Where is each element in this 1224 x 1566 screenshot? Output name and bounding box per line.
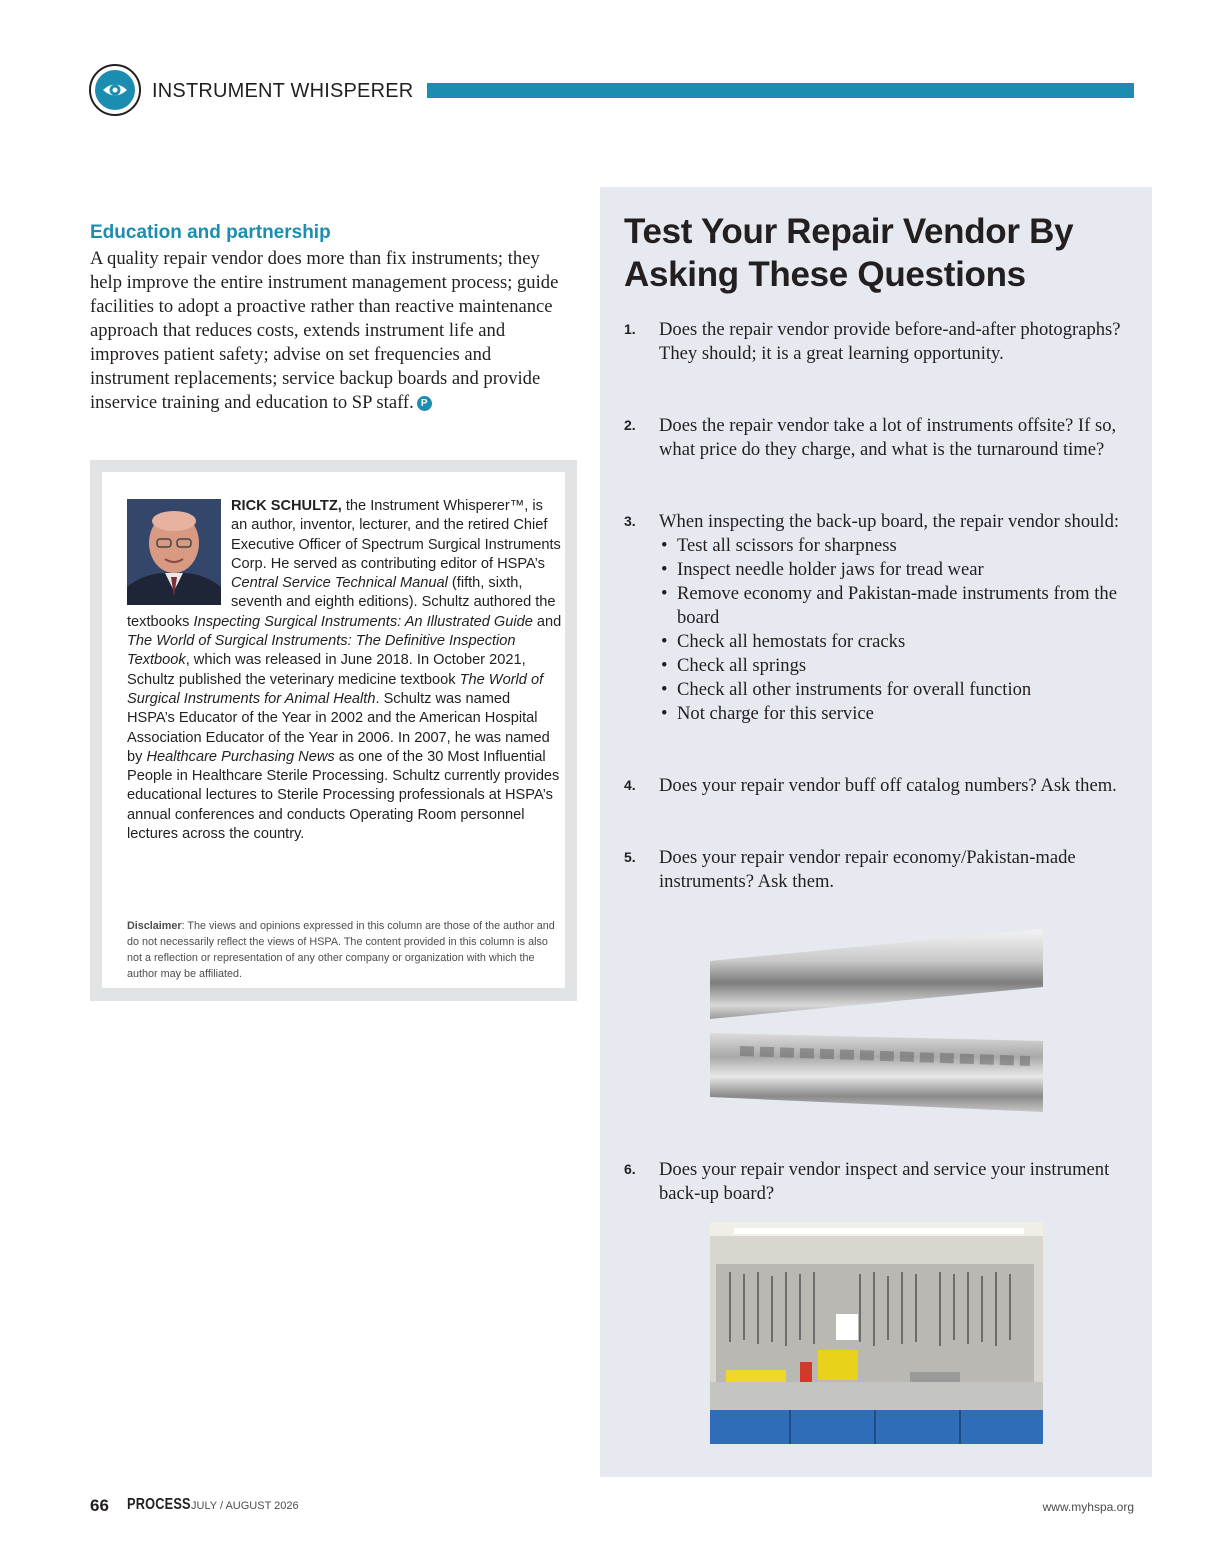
question-number: 4. xyxy=(624,777,636,793)
end-of-article-badge: P xyxy=(417,396,432,411)
magazine-name: PROCESS xyxy=(127,1496,191,1513)
website-url: www.myhspa.org xyxy=(1042,1500,1134,1514)
question-text: When inspecting the back-up board, the repair vendor should: xyxy=(659,511,1120,532)
eye-icon xyxy=(91,66,139,114)
checklist xyxy=(659,534,1139,726)
question-number: 6. xyxy=(624,1161,636,1177)
list-item: • Check all other instruments for overall function xyxy=(677,678,1139,702)
bio-title-4: The World of Surgical Instruments for Animal Health xyxy=(127,671,544,707)
list-item: • Check all hemostats for cracks xyxy=(677,630,1139,654)
question-text: Does your repair vendor buff off catalog numbers? Ask them. xyxy=(659,775,1117,796)
question-number: 2. xyxy=(624,417,636,433)
question-text: Does your repair vendor repair economy/Pakistan-made instruments? Ask them. xyxy=(659,847,1076,892)
pakistan-stamp-photo xyxy=(710,929,1043,1112)
question-item xyxy=(624,414,1139,462)
author-bio-box xyxy=(90,460,577,1001)
author-name: RICK SCHULTZ, xyxy=(231,498,342,514)
sidebar-title: Test Your Repair Vendor By Asking These Questions xyxy=(624,212,1074,294)
section-body-text: A quality repair vendor does more than fix instruments; they help improve the entire instrument management process; guide facilities to adopt a proactive rather than reactive maintenance approach that reduces costs, extends instrument life and improves patient safety; advise on set frequencies and instrument replacements; service backup boards and provide inservice training and education to SP staff. xyxy=(90,248,559,413)
question-number: 1. xyxy=(624,321,636,337)
author-bio-text xyxy=(127,497,562,844)
list-item: • Inspect needle holder jaws for tread wear xyxy=(677,558,1139,582)
question-text: Does your repair vendor inspect and service your instrument back-up board? xyxy=(659,1159,1110,1204)
bio-text-4: , which was released in June 2018. In October 2021, Schultz published the veterinary medicine textbook xyxy=(127,652,526,688)
backup-board-photo xyxy=(710,1222,1043,1444)
bio-title-5: Healthcare Purchasing News xyxy=(146,748,335,765)
question-item xyxy=(624,510,1139,726)
disclaimer-label: Disclaimer xyxy=(127,920,182,932)
section-label: INSTRUMENT WHISPERER xyxy=(152,80,414,102)
issue-date: JULY / AUGUST 2026 xyxy=(191,1500,299,1512)
header-rule xyxy=(427,83,1134,98)
column-logo xyxy=(89,64,141,116)
list-item: • Test all scissors for sharpness xyxy=(677,534,1139,558)
bio-text-6: as one of the 30 Most Influential People in Healthcare Sterile Processing. Schultz currently provides educational lectures to Sterile Processing professionals at HSPA’s annual conferences and conducts Operating Room personnel lectures across the country. xyxy=(127,748,560,843)
bio-text-3: and xyxy=(532,613,562,630)
list-item: • Check all springs xyxy=(677,654,1139,678)
author-bio-inner xyxy=(102,472,565,988)
question-item xyxy=(624,318,1139,366)
question-text: Does the repair vendor take a lot of instruments offsite? If so, what price do they charge, and what is the turnaround time? xyxy=(659,415,1117,460)
list-item: • Remove economy and Pakistan-made instruments from the board xyxy=(677,582,1139,630)
bio-text-5: . Schultz was named HSPA’s Educator of the Year in 2002 and the American Hospital Association Educator of the Year in 2006. In 2007, he was named by xyxy=(127,690,550,765)
questions-sidebar xyxy=(600,187,1152,1477)
bio-title-2: Inspecting Surgical Instruments: An Illustrated Guide xyxy=(193,613,533,630)
bio-title-1: Central Service Technical Manual xyxy=(231,575,448,592)
disclaimer xyxy=(127,918,562,982)
section-body xyxy=(90,247,570,415)
section-heading: Education and partnership xyxy=(90,222,331,243)
bio-text-2: (fifth, sixth, seventh and eighth editions). Schultz authored the textbooks xyxy=(127,575,556,630)
disclaimer-text: : The views and opinions expressed in this column are those of the author and do not necessarily reflect the views of HSPA. The content provided in this column is also not a reflection or representation of any other company or organization with which the author may be affiliated. xyxy=(127,920,555,980)
question-number: 5. xyxy=(624,849,636,865)
question-item xyxy=(624,774,1139,798)
list-item: • Not charge for this service xyxy=(677,702,1139,726)
question-text: Does the repair vendor provide before-and-after photographs? They should; it is a great learning opportunity. xyxy=(659,319,1121,364)
question-item xyxy=(624,846,1139,894)
bio-title-3: The World of Surgical Instruments: The Definitive Inspection Textbook xyxy=(127,633,516,669)
question-item xyxy=(624,1158,1139,1206)
question-number: 3. xyxy=(624,513,636,529)
page-number: 66 xyxy=(90,1496,109,1515)
bio-text-1: the Instrument Whisperer™, is an author, inventor, lecturer, and the retired Chief Executive Officer of Spectrum Surgical Instruments Corp. He served as contributing editor of HSPA’s xyxy=(231,498,561,572)
